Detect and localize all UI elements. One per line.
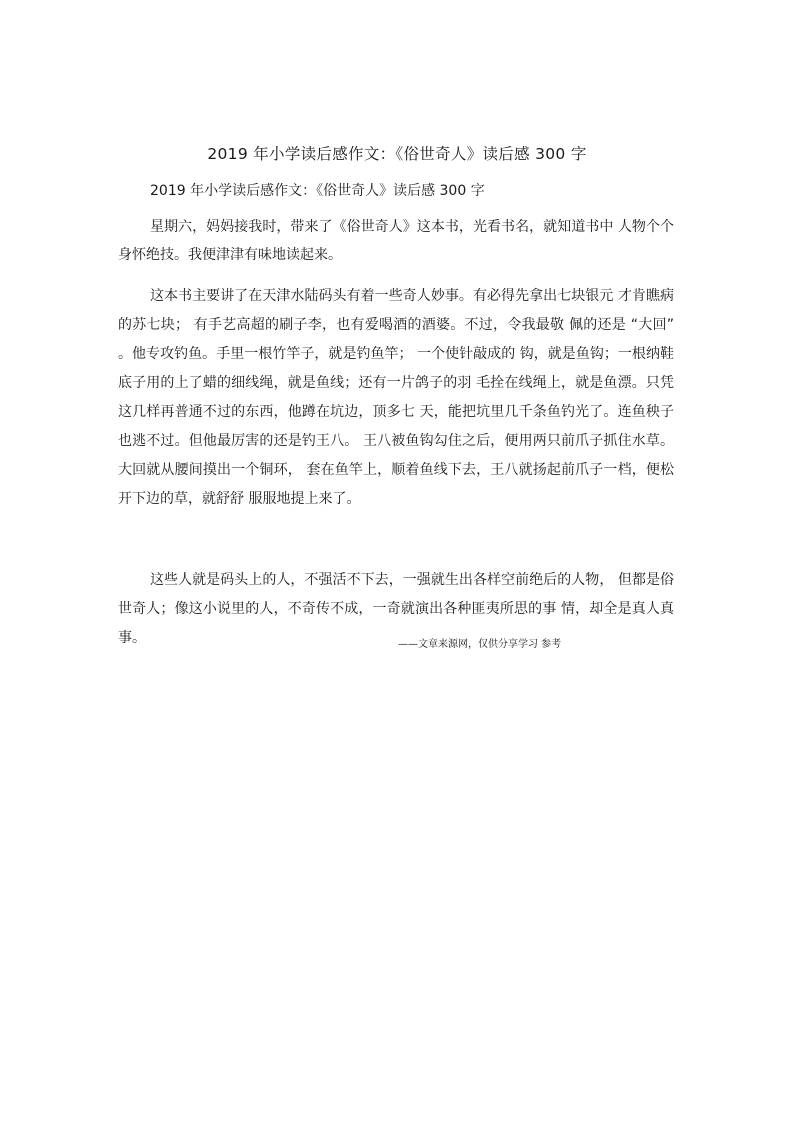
source-footer: ——文章来源网，仅供分享学习 参考 (398, 639, 562, 650)
paragraph-2: 这本书主要讲了在天津水陆码头有着一些奇人妙事。有必得先拿出七块银元 才肯瞧病的苏七块； 有手艺高超的刷子李，也有爱喝酒的酒婆。不过，令我最敬 佩的还是 “大回” 。他专攻钓鱼。手里一根竹竿子，就是钓鱼竿； 一个使针敲成的 钩，就是鱼钩；一根纳鞋底子用的上了蜡的细线绳，就是鱼线；还有一片鸽子的羽 毛拴在线绳上，就是鱼漂。只凭这几样再普通不过的东西，他蹲在坑边，顶多七 天，能把坑里几千条鱼钓光了。连鱼秧子也逃不过。但他最厉害的还是钓王八。 王八被鱼钩勾住之后，便用两只前爪子抓住水草。大回就从腰间摸出一个铜环， 套在鱼竿上，顺着鱼线下去，王八就扬起前爪子一档，便松开下边的草，就舒舒 服服地提上来了。 (118, 288, 674, 507)
paragraph-3: 这些人就是码头上的人，不强活不下去，一强就生出各样空前绝后的人物， 但都是俗世奇人；像这小说里的人，不奇传不成，一奇就演出各种匪夷所思的事 情，却全是真人真事。 (118, 572, 674, 646)
paragraph-1: 星期六，妈妈接我时，带来了《俗世奇人》这本书，光看书名，就知道书中 人物个个身怀绝技。我便津津有味地读起来。 (118, 219, 674, 263)
document-title: 2019 年小学读后感作文：《俗世奇人》读后感 300 字 (207, 145, 587, 163)
document-subtitle: 2019 年小学读后感作文：《俗世奇人》读后感 300 字 (150, 183, 485, 199)
